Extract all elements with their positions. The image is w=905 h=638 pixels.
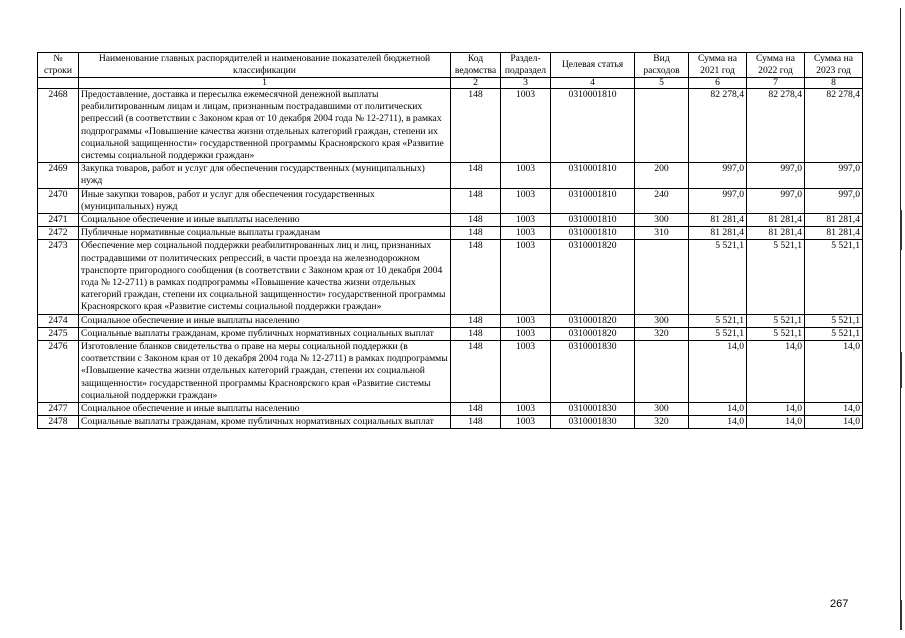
row-sum-2021: 997,0 xyxy=(689,188,747,213)
column-numbers-row xyxy=(38,78,863,89)
row-sum-2023: 82 278,4 xyxy=(805,89,863,163)
row-number: 2478 xyxy=(38,416,79,429)
row-sum-2021: 81 281,4 xyxy=(689,214,747,227)
colnum xyxy=(38,78,79,89)
colnum: 8 xyxy=(805,78,863,89)
table-row xyxy=(38,341,863,403)
table-row xyxy=(38,314,863,327)
table-row xyxy=(38,403,863,416)
row-sum-2023: 5 521,1 xyxy=(805,314,863,327)
row-sum-2023: 5 521,1 xyxy=(805,327,863,340)
row-expense-type: 240 xyxy=(635,188,689,213)
page-number: 267 xyxy=(830,598,849,610)
scan-edge-mark xyxy=(900,210,902,250)
row-name: Социальные выплаты гражданам, кроме публичных нормативных социальных выплат xyxy=(79,327,451,340)
row-number: 2468 xyxy=(38,89,79,163)
row-sum-2022: 5 521,1 xyxy=(747,327,805,340)
header-row xyxy=(38,53,863,78)
row-sum-2023: 14,0 xyxy=(805,341,863,403)
row-target-article: 0310001830 xyxy=(551,416,635,429)
table-row xyxy=(38,163,863,188)
table-row xyxy=(38,214,863,227)
row-target-article: 0310001820 xyxy=(551,240,635,314)
row-name: Иные закупки товаров, работ и услуг для обеспечения государственных (муниципальных) нужд xyxy=(79,188,451,213)
row-sum-2023: 997,0 xyxy=(805,188,863,213)
row-sum-2023: 14,0 xyxy=(805,403,863,416)
row-number: 2469 xyxy=(38,163,79,188)
row-name: Социальное обеспечение и иные выплаты населению xyxy=(79,214,451,227)
row-section: 1003 xyxy=(501,240,551,314)
row-dept-code: 148 xyxy=(451,240,501,314)
table-row xyxy=(38,416,863,429)
colnum: 7 xyxy=(747,78,805,89)
row-name: Социальные выплаты гражданам, кроме публичных нормативных социальных выплат xyxy=(79,416,451,429)
header-sum-2022: Сумма на 2022 год xyxy=(747,53,805,78)
row-dept-code: 148 xyxy=(451,89,501,163)
row-sum-2021: 81 281,4 xyxy=(689,227,747,240)
colnum: 2 xyxy=(451,78,501,89)
row-name: Предоставление, доставка и пересылка ежемесячной денежной выплаты реабилитированным лицам и лицам, признанным пострадавшими от политических репрессий (в соответствии с Законом края от 10 декабря 2004 года № 12-2711), в рамках подпрограммы «Повышение качества жизни отдельных категорий граждан, степени их социальной защищенности» государственной программы Красноярского края «Развитие системы социальной поддержки граждан» xyxy=(79,89,451,163)
row-sum-2021: 14,0 xyxy=(689,403,747,416)
row-sum-2022: 82 278,4 xyxy=(747,89,805,163)
row-target-article: 0310001810 xyxy=(551,227,635,240)
header-dept-code: Код ведомства xyxy=(451,53,501,78)
row-sum-2023: 997,0 xyxy=(805,163,863,188)
table-row xyxy=(38,89,863,163)
row-dept-code: 148 xyxy=(451,416,501,429)
row-sum-2022: 5 521,1 xyxy=(747,240,805,314)
row-number: 2475 xyxy=(38,327,79,340)
header-sum-2021: Сумма на 2021 год xyxy=(689,53,747,78)
row-target-article: 0310001810 xyxy=(551,214,635,227)
row-target-article: 0310001810 xyxy=(551,188,635,213)
row-name: Обеспечение мер социальной поддержки реабилитированных лиц и лиц, признанных пострадавшими от политических репрессий, в части проезда на железнодорожном транспорте пригородного сообщения (в соответствии с Законом края от 10 декабря 2004 года № 12-2711) в рамках подпрограммы «Повышение качества жизни отдельных категорий граждан, степени их социальной защищенности» государственной программы Красноярского края «Развитие системы социальной поддержки граждан» xyxy=(79,240,451,314)
scan-edge-mark xyxy=(900,600,902,630)
row-section: 1003 xyxy=(501,227,551,240)
row-expense-type: 300 xyxy=(635,314,689,327)
row-section: 1003 xyxy=(501,314,551,327)
colnum: 1 xyxy=(79,78,451,89)
colnum: 5 xyxy=(635,78,689,89)
row-dept-code: 148 xyxy=(451,327,501,340)
row-sum-2023: 81 281,4 xyxy=(805,227,863,240)
row-expense-type xyxy=(635,341,689,403)
scan-edge-mark xyxy=(900,352,902,388)
row-expense-type: 310 xyxy=(635,227,689,240)
row-name: Публичные нормативные социальные выплаты гражданам xyxy=(79,227,451,240)
row-sum-2021: 5 521,1 xyxy=(689,314,747,327)
row-sum-2021: 14,0 xyxy=(689,341,747,403)
row-sum-2023: 5 521,1 xyxy=(805,240,863,314)
row-sum-2021: 14,0 xyxy=(689,416,747,429)
row-sum-2022: 81 281,4 xyxy=(747,214,805,227)
row-name: Социальное обеспечение и иные выплаты населению xyxy=(79,314,451,327)
row-dept-code: 148 xyxy=(451,341,501,403)
row-section: 1003 xyxy=(501,89,551,163)
row-sum-2022: 14,0 xyxy=(747,416,805,429)
budget-table xyxy=(37,52,863,429)
row-expense-type xyxy=(635,89,689,163)
colnum: 6 xyxy=(689,78,747,89)
table-row xyxy=(38,327,863,340)
row-number: 2470 xyxy=(38,188,79,213)
table-body xyxy=(38,89,863,429)
table-row xyxy=(38,240,863,314)
row-number: 2474 xyxy=(38,314,79,327)
row-number: 2476 xyxy=(38,341,79,403)
row-target-article: 0310001830 xyxy=(551,341,635,403)
row-section: 1003 xyxy=(501,403,551,416)
row-name: Изготовление бланков свидетельства о праве на меры социальной поддержки (в соответствии с Законом края от 10 декабря 2004 года № 12-2711) в рамках подпрограммы «Повышение качества жизни отдельных категорий граждан, степени их социальной защищенности» государственной программы Красноярского края «Развитие системы социальной поддержки граждан» xyxy=(79,341,451,403)
row-section: 1003 xyxy=(501,416,551,429)
row-expense-type: 300 xyxy=(635,214,689,227)
row-section: 1003 xyxy=(501,188,551,213)
header-target-article: Целевая статья xyxy=(551,53,635,78)
scan-edge-line xyxy=(900,8,901,630)
row-dept-code: 148 xyxy=(451,314,501,327)
row-sum-2022: 997,0 xyxy=(747,188,805,213)
row-target-article: 0310001820 xyxy=(551,314,635,327)
table-header xyxy=(38,53,863,89)
row-expense-type xyxy=(635,240,689,314)
header-row-number: № строки xyxy=(38,53,79,78)
row-target-article: 0310001820 xyxy=(551,327,635,340)
row-expense-type: 300 xyxy=(635,403,689,416)
row-dept-code: 148 xyxy=(451,403,501,416)
row-sum-2022: 81 281,4 xyxy=(747,227,805,240)
row-target-article: 0310001830 xyxy=(551,403,635,416)
row-section: 1003 xyxy=(501,214,551,227)
row-sum-2022: 14,0 xyxy=(747,403,805,416)
row-sum-2021: 997,0 xyxy=(689,163,747,188)
row-expense-type: 200 xyxy=(635,163,689,188)
row-sum-2023: 81 281,4 xyxy=(805,214,863,227)
header-name: Наименование главных распорядителей и наименование показателей бюджетной классификации xyxy=(79,53,451,78)
row-number: 2473 xyxy=(38,240,79,314)
header-sum-2023: Сумма на 2023 год xyxy=(805,53,863,78)
row-dept-code: 148 xyxy=(451,163,501,188)
row-sum-2021: 5 521,1 xyxy=(689,327,747,340)
row-name: Социальное обеспечение и иные выплаты населению xyxy=(79,403,451,416)
row-section: 1003 xyxy=(501,341,551,403)
colnum: 4 xyxy=(551,78,635,89)
row-expense-type: 320 xyxy=(635,327,689,340)
row-sum-2022: 5 521,1 xyxy=(747,314,805,327)
row-sum-2022: 14,0 xyxy=(747,341,805,403)
row-dept-code: 148 xyxy=(451,214,501,227)
row-target-article: 0310001810 xyxy=(551,163,635,188)
row-dept-code: 148 xyxy=(451,227,501,240)
row-name: Закупка товаров, работ и услуг для обеспечения государственных (муниципальных) нужд xyxy=(79,163,451,188)
row-expense-type: 320 xyxy=(635,416,689,429)
header-expense-type: Вид расходов xyxy=(635,53,689,78)
colnum: 3 xyxy=(501,78,551,89)
row-dept-code: 148 xyxy=(451,188,501,213)
table-row xyxy=(38,227,863,240)
row-sum-2022: 997,0 xyxy=(747,163,805,188)
table-row xyxy=(38,188,863,213)
row-sum-2021: 82 278,4 xyxy=(689,89,747,163)
row-number: 2477 xyxy=(38,403,79,416)
row-section: 1003 xyxy=(501,163,551,188)
row-sum-2021: 5 521,1 xyxy=(689,240,747,314)
row-section: 1003 xyxy=(501,327,551,340)
row-target-article: 0310001810 xyxy=(551,89,635,163)
header-section: Раздел-подраздел xyxy=(501,53,551,78)
row-number: 2471 xyxy=(38,214,79,227)
row-sum-2023: 14,0 xyxy=(805,416,863,429)
row-number: 2472 xyxy=(38,227,79,240)
